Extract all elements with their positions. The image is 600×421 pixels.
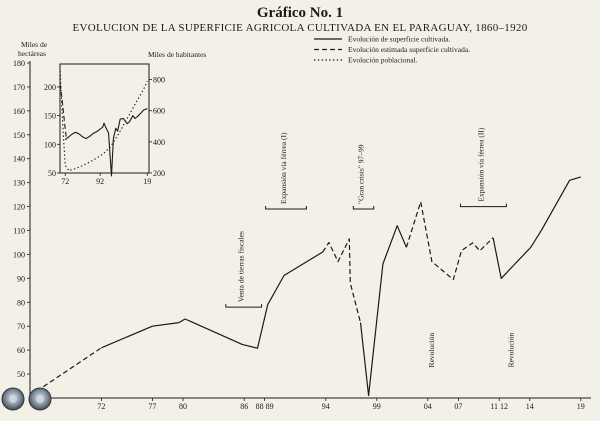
x-tick-label: 19: [576, 402, 585, 411]
y-axis-label-line1: Miles de: [21, 40, 48, 49]
series-line-dashed: [323, 239, 361, 323]
y-tick-label: 110: [13, 226, 25, 236]
series-line-solid: [493, 177, 581, 279]
x-tick-label: 11 12: [490, 402, 509, 411]
x-tick-label: 72: [97, 402, 106, 411]
annotation-bracket: [460, 204, 506, 207]
annotation-label: Expansión vía férrea (II): [476, 127, 486, 202]
y-tick-label: 80: [17, 298, 25, 308]
inset-x-tick-label: 72: [61, 177, 70, 186]
x-tick-label: 04: [423, 402, 432, 411]
inset-series-line-solid: [65, 109, 147, 176]
y-tick-label: 180: [13, 59, 25, 68]
y-tick-label: 50: [17, 370, 25, 380]
camera-lens-icon-right: [29, 388, 51, 410]
inset-left-tick-label: 150: [44, 111, 56, 121]
annotation-bracket: [266, 206, 307, 209]
legend: [314, 35, 470, 65]
series-line-solid: [101, 252, 322, 348]
series-line-solid: [361, 226, 407, 396]
annotation-bracket: [353, 206, 373, 209]
x-tick-label: 86: [240, 402, 249, 411]
inset-right-tick-label: 600: [153, 106, 165, 116]
x-tick-label: 77: [148, 402, 157, 411]
inset-left-tick-label: 50: [48, 169, 56, 178]
y-tick-label: 170: [13, 82, 25, 92]
annotation-label: Revolución: [426, 332, 436, 368]
x-tick-label: 88 89: [255, 402, 274, 411]
y-tick-label: 150: [13, 130, 25, 140]
inset-series-line-dashed: [60, 84, 67, 140]
y-tick-label: 60: [17, 346, 25, 356]
y-axis-label-line2: hectáreas: [18, 49, 46, 58]
inset-left-tick-label: 200: [44, 82, 56, 92]
x-tick-label: 94: [321, 402, 330, 411]
inset-x-tick-label: 92: [96, 177, 105, 186]
inset-right-tick-label: 400: [153, 137, 165, 147]
x-tick-label: 80: [179, 402, 187, 411]
annotation-label: "Gran crisis" 97–99: [356, 144, 366, 204]
y-tick-label: 90: [17, 274, 25, 284]
chart-title: Gráfico No. 1: [256, 5, 344, 21]
legend-label: Evolución estimada superficie cultivada.: [348, 45, 471, 54]
camera-lens-icon-left: [2, 388, 24, 410]
y-tick-label: 120: [13, 202, 25, 212]
legend-label: Evolución de superficie cultivada.: [348, 34, 451, 44]
main-plot: [13, 59, 591, 411]
inset-right-tick-label: 200: [153, 169, 165, 178]
annotation-label: Expansión vía férrea (I): [279, 132, 289, 204]
inset-series-line-dotted: [60, 67, 147, 171]
annotation-bracket: [226, 304, 262, 307]
inset-x-tick-label: 19: [143, 177, 152, 186]
y-tick-label: 100: [13, 250, 25, 260]
y-tick-label: 140: [13, 154, 25, 164]
legend-label: Evolución poblacional.: [348, 55, 418, 65]
x-tick-label: 14: [525, 402, 534, 411]
annotation-label: Revolución: [506, 332, 516, 368]
x-tick-label: 99: [372, 402, 381, 411]
inset-plot: [44, 64, 165, 186]
y-tick-label: 130: [13, 178, 25, 188]
chart-subtitle: EVOLUCION DE LA SUPERFICIE AGRICOLA CULTIVADA EN EL PARAGUAY, 1860–1920: [72, 22, 528, 34]
annotation-label: Venta de tierras fiscales: [236, 231, 246, 303]
inset-left-tick-label: 100: [44, 140, 56, 150]
series-line-dashed: [406, 202, 493, 280]
x-tick-label: 07: [454, 402, 463, 411]
y-tick-label: 70: [17, 322, 25, 332]
y-tick-label: 160: [13, 106, 25, 116]
inset-right-tick-label: 800: [153, 75, 165, 85]
inset-right-axis-label: Miles de habitantes: [148, 50, 207, 59]
